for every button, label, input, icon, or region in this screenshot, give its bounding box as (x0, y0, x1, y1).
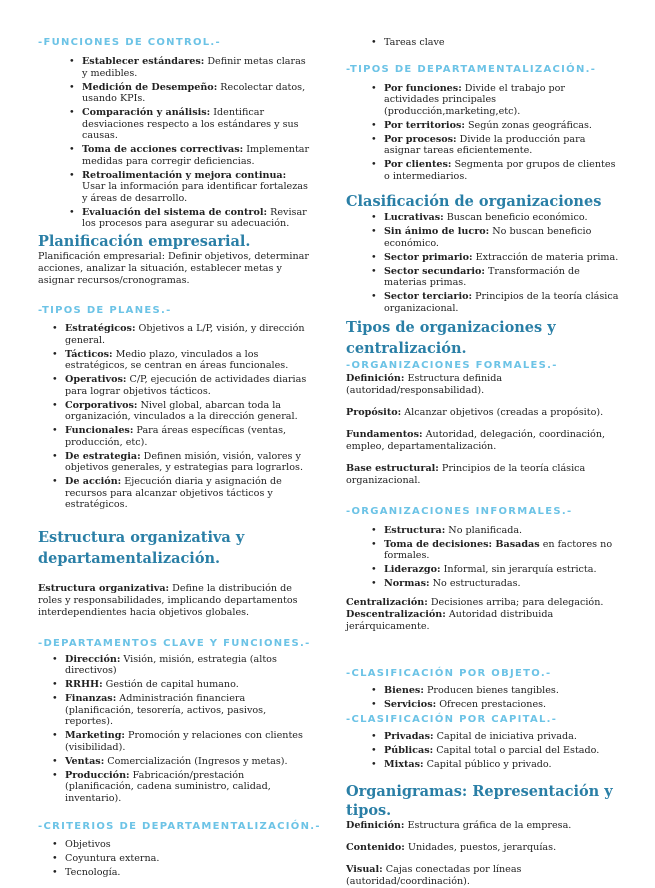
list-item-term: Producción: (65, 769, 130, 781)
list-item: • Tareas clave (384, 37, 621, 49)
list-item-text: Capital total o parcial del Estado. (433, 744, 600, 756)
list-item: • Objetivos (65, 839, 310, 851)
list-item-term: Evaluación del sistema de control: (82, 206, 268, 218)
list-item (384, 120, 621, 132)
list-item (384, 252, 621, 264)
planificacion-heading: Planificación empresarial. (38, 233, 251, 250)
list-item-text: Recolectar datos, usando KPIs. (82, 81, 306, 104)
estructura-heading: Estructura organizativa y departamentalización. (38, 528, 245, 567)
left-column (38, 36, 321, 881)
definition-term: Definición: (346, 372, 405, 384)
list-item-term: Públicas: (384, 744, 434, 756)
list-item (65, 693, 310, 728)
list-item-text: Para áreas específicas (ventas, producción, etc). (65, 425, 287, 448)
list-item (384, 134, 621, 157)
list-item-term: Servicios: (384, 698, 437, 710)
section-funciones-control (38, 36, 310, 230)
list-item (82, 82, 310, 105)
list-item (384, 745, 621, 757)
clasificacion-heading: Clasificación de organizaciones (346, 193, 602, 210)
list-item (65, 770, 310, 805)
funciones-control-title: -FUNCIONES DE CONTROL.- (38, 37, 221, 48)
list-item-text: Segmenta por grupos de clientes o intermediarios. (384, 159, 616, 182)
list-item-term: Toma de acciones correctivas: (82, 144, 244, 155)
definition-paragraph (346, 842, 621, 854)
list-item-text: Objetivos a L/P, visión, y dirección general. (65, 323, 305, 346)
list-item-text: Buscan beneficio económico. (443, 212, 588, 223)
list-item-text: No planificada. (445, 524, 523, 536)
list-item-term: Sector secundario: (384, 265, 485, 277)
list-item (65, 756, 310, 768)
criterios-list (38, 839, 310, 879)
tipos-depto-list (346, 83, 621, 183)
definition-text: Cajas conectadas por líneas (autoridad/coordinación). (346, 864, 522, 887)
list-item-text: Ejecución diaria y asignación de recursos para alcanzar objetivos tácticos y estratégicos. (65, 476, 282, 510)
list-item-term: RRHH: (65, 679, 103, 690)
list-item (65, 400, 310, 423)
list-item-term: Liderazgo: (384, 564, 441, 575)
descentralizacion-term: Descentralización: (346, 608, 446, 620)
section-tipos-planes (38, 304, 310, 511)
estructura-text (38, 583, 310, 619)
list-item (384, 226, 621, 249)
list-item-term: Sector terciario: (384, 291, 473, 302)
list-item-term: Retroalimentación y mejora continua: (82, 169, 287, 181)
list-item (65, 654, 310, 677)
section-departamentos (38, 637, 310, 805)
list-item (384, 685, 621, 697)
definition-paragraph (346, 820, 621, 832)
section-tipos-departamentalizacion (346, 63, 621, 183)
definition-term: Propósito: (346, 406, 402, 418)
planificacion-text: Planificación empresarial: Definir objetivos, determinar acciones, analizar la situación, establecer metas y asignar recursos/cronogramas. (38, 251, 309, 286)
list-item (384, 291, 621, 314)
list-item-text: Capital público y privado. (423, 758, 552, 770)
list-item (65, 730, 310, 753)
list-item-text: Medio plazo, vinculados a los estratégicos, se centran en áreas funcionales. (65, 348, 289, 371)
list-item (65, 451, 310, 474)
list-item-term: Ventas: (65, 755, 105, 767)
list-item-text: No estructuradas. (429, 578, 521, 589)
list-item (384, 699, 621, 711)
definition-text: Principios de la teoría clásica organizacional. (346, 462, 586, 486)
list-item-term: Bienes: (384, 684, 424, 696)
definition-paragraph (346, 373, 621, 397)
list-item-text: Gestión de capital humano. (102, 679, 239, 690)
organigramas-list (346, 820, 621, 888)
section-criterios (38, 820, 321, 879)
list-item-text: Identificar desviaciones respecto a los estándares y sus causas. (82, 107, 299, 141)
list-item-text: en factores no formales. (384, 538, 613, 561)
definition-term: Contenido: (346, 842, 405, 853)
list-item-term: Operativos: (65, 374, 127, 385)
list-item-text: Definir metas claras y medibles. (82, 56, 306, 79)
definition-term: Base estructural: (346, 462, 439, 474)
clasificacion-list (346, 212, 621, 314)
definition-term: Definición: (346, 820, 405, 831)
informales-list (346, 525, 621, 590)
list-item: • Coyuntura externa. (65, 853, 310, 865)
list-item (65, 349, 310, 372)
definition-text: Estructura definida (autoridad/responsabilidad). (346, 372, 503, 396)
tipos-planes-title: -TIPOS DE PLANES.- (38, 305, 172, 316)
definition-term: Visual: (346, 864, 383, 875)
definition-text: Alcanzar objetivos (creadas a propósito). (401, 406, 604, 418)
list-item-term: Finanzas: (65, 693, 117, 704)
list-item-text: Extracción de materia prima. (472, 251, 619, 263)
list-item-term: Sin ánimo de lucro: (384, 226, 490, 237)
list-item-term: De acción: (65, 476, 122, 487)
list-item-text: Promoción y relaciones con clientes (visibilidad). (65, 730, 303, 753)
capital-title: -CLASIFICACIÓN POR CAPITAL.- (346, 713, 558, 725)
list-item-text: Administración financiera (planificación, tesorería, activos, pasivos, reportes). (65, 693, 267, 727)
list-item (384, 731, 621, 743)
definition-paragraph (346, 463, 621, 487)
definition-text: Unidades, puestos, jerarquías. (404, 842, 557, 853)
centralizacion-desc: Decisiones arriba; para delegación. (427, 596, 604, 608)
list-item-term: Mixtas: (384, 758, 424, 770)
section-estructura (38, 527, 310, 619)
list-item (384, 578, 621, 590)
list-item-text: Visión, misión, estrategia (altos directivos) (65, 653, 277, 676)
tipos-org-heading: Tipos de organizaciones y centralización. (346, 318, 556, 357)
list-item (384, 212, 621, 224)
list-item-term: Normas: (384, 578, 430, 589)
section-clasificacion (346, 192, 621, 314)
definition-paragraph (346, 864, 621, 888)
formales-list (346, 373, 621, 487)
tipos-planes-list (38, 323, 310, 511)
list-item-term: Funcionales: (65, 425, 134, 436)
list-item (65, 679, 310, 691)
list-item-term: Toma de decisiones: Basadas (384, 538, 540, 550)
formales-title: -ORGANIZACIONES FORMALES.- (346, 359, 558, 371)
list-item-text: Según zonas geográficas. (464, 119, 592, 131)
list-item (384, 539, 621, 562)
list-item (384, 525, 621, 537)
centralizacion-text (346, 597, 621, 609)
list-item (82, 207, 310, 230)
list-item-text: C/P, ejecución de actividades diarias para lograr objetivos tácticos. (65, 374, 307, 397)
definition-text: Estructura gráfica de la empresa. (404, 820, 572, 831)
list-item-term: Estructura: (384, 524, 446, 536)
list-item (65, 323, 310, 346)
list-item-term: Marketing: (65, 730, 125, 741)
list-item-term: Lucrativas: (384, 212, 444, 223)
section-planificacion (38, 232, 310, 287)
list-item-text: Transformación de materias primas. (384, 265, 580, 288)
criterios-title: -CRITERIOS DE DEPARTAMENTALIZACIÓN.- (38, 821, 321, 832)
list-item-text: Definen misión, visión, valores y objetivos generales, y estrategias para lograrlos. (65, 450, 303, 473)
list-item-term: Comparación y análisis: (82, 107, 211, 118)
list-item (384, 564, 621, 576)
list-item-text: Usar la información para identificar fortalezas y áreas de desarrollo. (82, 181, 308, 204)
estructura-desc: Define la distribución de roles y responsabilidades, implicando departamentos interdependientes hacia objetivos globales. (38, 582, 298, 618)
departamentos-list (38, 654, 310, 805)
list-item-term: Por territorios: (384, 119, 465, 131)
list-item (82, 56, 310, 79)
list-item-term: Por clientes: (384, 159, 452, 170)
informales-title: -ORGANIZACIONES INFORMALES.- (346, 505, 573, 517)
list-item (384, 159, 621, 182)
list-item-term: Corporativos: (65, 399, 138, 411)
objeto-list (346, 685, 621, 711)
list-item: • Tecnología. (65, 867, 310, 879)
list-item (384, 83, 621, 118)
organigramas-heading: Organigramas: Representación y tipos. (346, 783, 613, 819)
list-item-text: Nivel global, abarcan toda la organización, vinculados a la dirección general. (65, 399, 298, 422)
list-item-term: Medición de Desempeño: (82, 81, 218, 93)
capital-list (346, 731, 621, 771)
list-item (65, 476, 310, 511)
section-clasificacion-capital (346, 713, 621, 771)
list-item-term: De estrategia: (65, 450, 141, 462)
section-organigramas (346, 782, 621, 888)
list-item-text: Revisar los procesos para asegurar su adecuación. (82, 206, 307, 229)
definition-term: Fundamentos: (346, 428, 423, 440)
list-item-text: Ofrecen prestaciones. (436, 698, 547, 710)
list-item (82, 107, 310, 142)
list-item-term: Dirección: (65, 653, 121, 665)
list-item (384, 266, 621, 289)
list-item-term: Sector primario: (384, 251, 473, 263)
descentralizacion-text (346, 609, 621, 633)
list-item-term: Establecer estándares: (82, 56, 205, 67)
list-item-text: Principios de la teoría clásica organizacional. (384, 291, 619, 314)
definition-text: Autoridad, delegación, coordinación, empleo, departamentalización. (346, 428, 606, 452)
list-item-term: Privadas: (384, 730, 434, 742)
list-item-term: Por procesos: (384, 133, 457, 145)
estructura-term: Estructura organizativa: (38, 582, 170, 594)
list-item (82, 144, 310, 167)
criterios-cont-list (346, 37, 621, 49)
list-item-text: No buscan beneficio económico. (384, 226, 592, 249)
list-item-text: Producen bienes tangibles. (423, 684, 559, 696)
descentralizacion-desc: Autoridad distribuida jerárquicamente. (346, 608, 554, 632)
list-item-text: Informal, sin jerarquía estricta. (440, 564, 597, 575)
tipos-depto-title: -TIPOS DE DEPARTAMENTALIZACIÓN.- (346, 63, 597, 75)
list-item-text: Divide la producción para asignar tareas eficientemente. (384, 133, 586, 156)
right-column (346, 37, 621, 888)
list-item-text: Implementar medidas para corregir deficiencias. (82, 144, 310, 167)
departamentos-title: -DEPARTAMENTOS CLAVE Y FUNCIONES.- (38, 637, 311, 649)
centralizacion-term: Centralización: (346, 596, 428, 608)
list-item-term: Por funciones: (384, 82, 462, 94)
section-clasificacion-objeto (346, 667, 621, 711)
list-item (65, 425, 310, 448)
funciones-control-list (38, 56, 310, 230)
list-item-text: Capital de iniciativa privada. (433, 730, 577, 742)
definition-paragraph (346, 429, 621, 453)
definition-paragraph (346, 407, 621, 419)
list-item-term: Tácticos: (65, 348, 113, 360)
list-item (384, 759, 621, 771)
objeto-title: -CLASIFICACIÓN POR OBJETO.- (346, 667, 552, 679)
list-item (65, 374, 310, 397)
list-item-text: Comercialización (Ingresos y metas). (104, 755, 288, 767)
list-item-text: Fabricación/prestación (planificación, cadena suministro, calidad, inventario). (65, 769, 271, 804)
list-item-term: Estratégicos: (65, 323, 136, 334)
list-item (82, 170, 310, 205)
section-tipos-organizaciones (346, 317, 621, 633)
list-item-text: Divide el trabajo por actividades principales (producción,marketing,etc). (384, 82, 566, 117)
